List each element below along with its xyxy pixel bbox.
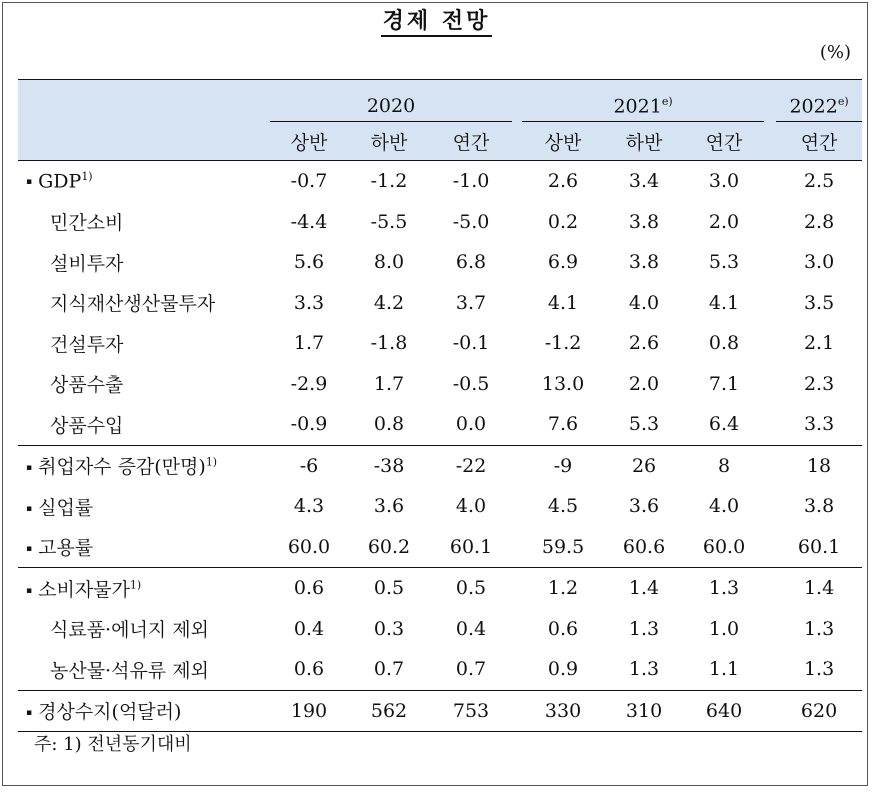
unit-label: (%) <box>819 42 851 63</box>
column-gap <box>512 649 522 690</box>
value-cell: 6.8 <box>455 251 487 274</box>
row-label <box>18 690 270 732</box>
column-gap <box>512 445 522 486</box>
value-cell: -4.4 <box>290 210 328 233</box>
column-gap <box>512 527 522 568</box>
row-label <box>18 242 270 283</box>
value-cell: 60.2 <box>367 535 411 558</box>
value-cell: 3.4 <box>628 170 660 193</box>
value-cell: 0.8 <box>373 413 405 436</box>
footnote-marker: 1) <box>129 578 142 592</box>
column-gap <box>764 283 776 324</box>
value-cell: 0.6 <box>547 617 579 640</box>
value-cell: 0.8 <box>708 332 740 355</box>
table-row <box>18 202 862 243</box>
value-cell: 0.5 <box>373 577 405 600</box>
value-cell: 6.9 <box>547 251 579 274</box>
value-cell: -38 <box>373 454 405 477</box>
value-cell: 1.3 <box>803 658 835 681</box>
value-cell: -1.2 <box>370 170 408 193</box>
value-cell: -0.7 <box>290 170 328 193</box>
value-cell: 3.0 <box>803 251 835 274</box>
value-cell: 0.7 <box>373 658 405 681</box>
column-gap <box>512 323 522 364</box>
row-label <box>18 161 270 202</box>
value-cell: 1.2 <box>547 577 579 600</box>
table-row <box>18 690 862 732</box>
row-label-text: 경상수지(억달러) <box>38 701 182 724</box>
value-cell: -22 <box>455 454 487 477</box>
forecast-table <box>18 79 862 732</box>
footnote-marker: 1) <box>81 170 93 184</box>
value-cell: 1.4 <box>803 577 835 600</box>
table-row <box>18 445 862 486</box>
value-cell: 3.8 <box>803 495 835 518</box>
value-cell: 3.8 <box>628 210 660 233</box>
period-header: 연간 <box>800 131 838 154</box>
value-cell: 0.4 <box>293 617 325 640</box>
value-cell: 1.3 <box>628 617 660 640</box>
value-cell: 4.2 <box>373 291 405 314</box>
value-cell: 0.6 <box>293 658 325 681</box>
column-gap <box>764 364 776 405</box>
row-label <box>18 202 270 243</box>
value-cell: 60.0 <box>702 535 746 558</box>
table-row <box>18 323 862 364</box>
value-cell: 8.0 <box>373 251 405 274</box>
value-cell: 330 <box>544 699 582 722</box>
row-label-text: 상품수입 <box>50 414 124 437</box>
column-gap <box>764 161 776 202</box>
value-cell: -0.1 <box>452 332 490 355</box>
footnote: 주: 1) 전년동기대비 <box>34 734 192 755</box>
period-header: 상반 <box>544 131 582 154</box>
row-label-text: GDP <box>38 170 82 193</box>
row-label <box>18 364 270 405</box>
value-cell: 2.1 <box>803 332 835 355</box>
row-label-text: 설비투자 <box>50 252 124 275</box>
value-cell: 7.1 <box>708 372 740 395</box>
column-gap <box>764 568 776 609</box>
column-gap <box>512 364 522 405</box>
header-row-periods <box>18 122 862 161</box>
value-cell: 2.0 <box>628 372 660 395</box>
value-cell: 753 <box>452 699 490 722</box>
value-cell: 1.0 <box>708 617 740 640</box>
row-label-text: 민간소비 <box>50 212 124 235</box>
column-gap <box>512 202 522 243</box>
value-cell: 562 <box>370 699 408 722</box>
value-cell: 8 <box>717 454 731 477</box>
value-cell: 1.7 <box>293 332 325 355</box>
bullet-icon: ▪ <box>26 463 33 474</box>
row-label <box>18 527 270 568</box>
value-cell: 2.8 <box>803 210 835 233</box>
value-cell: 0.2 <box>547 210 579 233</box>
value-cell: -1.2 <box>544 332 582 355</box>
year-header-2022: 2022$^{e)}$ <box>776 80 862 122</box>
page-title: 경제 전망 <box>0 4 873 35</box>
year-header-2021: 2021$^{e)}$ <box>522 80 764 122</box>
bullet-icon: ▪ <box>26 503 33 514</box>
value-cell: 4.5 <box>547 495 579 518</box>
column-gap <box>512 242 522 283</box>
value-cell: 3.7 <box>455 291 487 314</box>
row-label <box>18 323 270 364</box>
value-cell: -5.5 <box>370 210 408 233</box>
bullet-icon: ▪ <box>26 177 33 188</box>
column-gap <box>764 404 776 445</box>
column-gap <box>512 690 522 732</box>
column-gap <box>512 609 522 650</box>
year-header-2020: 2020 <box>270 80 512 122</box>
row-label-text: 고용률 <box>38 537 94 560</box>
row-label-text: 취업자수 증감(만명) <box>38 456 206 479</box>
value-cell: 2.3 <box>803 372 835 395</box>
value-cell: 59.5 <box>541 535 585 558</box>
column-gap <box>764 527 776 568</box>
table-body <box>18 161 862 732</box>
value-cell: 190 <box>290 699 328 722</box>
value-cell: 3.6 <box>373 495 405 518</box>
column-gap <box>512 568 522 609</box>
value-cell: -2.9 <box>290 372 328 395</box>
value-cell: 310 <box>625 699 663 722</box>
value-cell: -6 <box>299 454 319 477</box>
value-cell: 640 <box>705 699 743 722</box>
value-cell: 3.5 <box>803 291 835 314</box>
value-cell: 0.6 <box>293 577 325 600</box>
period-header: 연간 <box>705 131 743 154</box>
table-row <box>18 161 862 202</box>
bullet-icon: ▪ <box>26 544 33 555</box>
value-cell: 3.3 <box>803 413 835 436</box>
value-cell: 0.0 <box>455 413 487 436</box>
value-cell: 60.1 <box>449 535 493 558</box>
column-gap <box>764 323 776 364</box>
row-label-text: 상품수출 <box>50 374 124 397</box>
footnote-marker: 1) <box>205 455 218 469</box>
row-label <box>18 445 270 486</box>
column-gap <box>764 445 776 486</box>
table-row <box>18 283 862 324</box>
value-cell: 3.3 <box>293 291 325 314</box>
value-cell: 4.1 <box>708 291 740 314</box>
value-cell: 13.0 <box>541 372 585 395</box>
value-cell: 2.5 <box>803 170 835 193</box>
row-label-text: 실업률 <box>38 496 94 519</box>
period-header: 하반 <box>625 131 663 154</box>
value-cell: 4.0 <box>628 291 660 314</box>
value-cell: 2.0 <box>708 210 740 233</box>
row-label-text: 식료품·에너지 제외 <box>50 619 209 642</box>
row-label <box>18 404 270 445</box>
row-label-text: 지식재산생산물투자 <box>50 293 216 316</box>
column-gap <box>764 202 776 243</box>
value-cell: 4.3 <box>293 495 325 518</box>
row-label-text: 소비자물가 <box>38 578 130 601</box>
row-label <box>18 486 270 527</box>
value-cell: 1.3 <box>628 658 660 681</box>
value-cell: 0.9 <box>547 658 579 681</box>
value-cell: -0.5 <box>452 372 490 395</box>
bullet-icon: ▪ <box>26 708 33 719</box>
bullet-icon: ▪ <box>26 585 33 596</box>
value-cell: 0.4 <box>455 617 487 640</box>
period-header: 하반 <box>370 131 408 154</box>
row-label <box>18 568 270 609</box>
table-row <box>18 364 862 405</box>
column-gap <box>764 242 776 283</box>
value-cell: 60.6 <box>622 535 666 558</box>
table-row <box>18 527 862 568</box>
value-cell: 5.3 <box>708 251 740 274</box>
value-cell: 4.0 <box>708 495 740 518</box>
value-cell: -5.0 <box>452 210 490 233</box>
value-cell: 0.7 <box>455 658 487 681</box>
period-header: 상반 <box>290 131 328 154</box>
value-cell: 1.3 <box>708 577 740 600</box>
value-cell: -9 <box>553 454 573 477</box>
column-gap <box>512 486 522 527</box>
value-cell: -0.9 <box>290 413 328 436</box>
value-cell: 3.0 <box>708 170 740 193</box>
value-cell: 26 <box>631 454 657 477</box>
table-row <box>18 242 862 283</box>
table-row <box>18 568 862 609</box>
row-label <box>18 283 270 324</box>
value-cell: 1.7 <box>373 372 405 395</box>
column-gap <box>764 609 776 650</box>
value-cell: 60.1 <box>797 535 841 558</box>
value-cell: 6.4 <box>708 413 740 436</box>
table-row <box>18 649 862 690</box>
value-cell: 5.6 <box>293 251 325 274</box>
row-label <box>18 649 270 690</box>
row-label-text: 건설투자 <box>50 333 124 356</box>
row-label-text: 농산물·석유류 제외 <box>50 659 209 682</box>
value-cell: 18 <box>806 454 832 477</box>
column-gap <box>764 486 776 527</box>
value-cell: 3.6 <box>628 495 660 518</box>
header-row-years <box>18 80 862 122</box>
table-row <box>18 404 862 445</box>
value-cell: -1.8 <box>370 332 408 355</box>
value-cell: 0.5 <box>455 577 487 600</box>
value-cell: 1.1 <box>708 658 740 681</box>
table-row <box>18 486 862 527</box>
value-cell: 7.6 <box>547 413 579 436</box>
value-cell: 1.3 <box>803 617 835 640</box>
table-row <box>18 609 862 650</box>
column-gap <box>512 283 522 324</box>
row-label <box>18 609 270 650</box>
value-cell: 0.3 <box>373 617 405 640</box>
value-cell: 5.3 <box>628 413 660 436</box>
period-header: 연간 <box>452 131 490 154</box>
column-gap <box>764 690 776 732</box>
value-cell: 620 <box>800 699 838 722</box>
value-cell: 2.6 <box>628 332 660 355</box>
value-cell: 4.1 <box>547 291 579 314</box>
value-cell: -1.0 <box>452 170 490 193</box>
value-cell: 3.8 <box>628 251 660 274</box>
column-gap <box>764 649 776 690</box>
value-cell: 1.4 <box>628 577 660 600</box>
value-cell: 4.0 <box>455 495 487 518</box>
column-gap <box>512 404 522 445</box>
value-cell: 2.6 <box>547 170 579 193</box>
column-gap <box>512 161 522 202</box>
value-cell: 60.0 <box>287 535 331 558</box>
